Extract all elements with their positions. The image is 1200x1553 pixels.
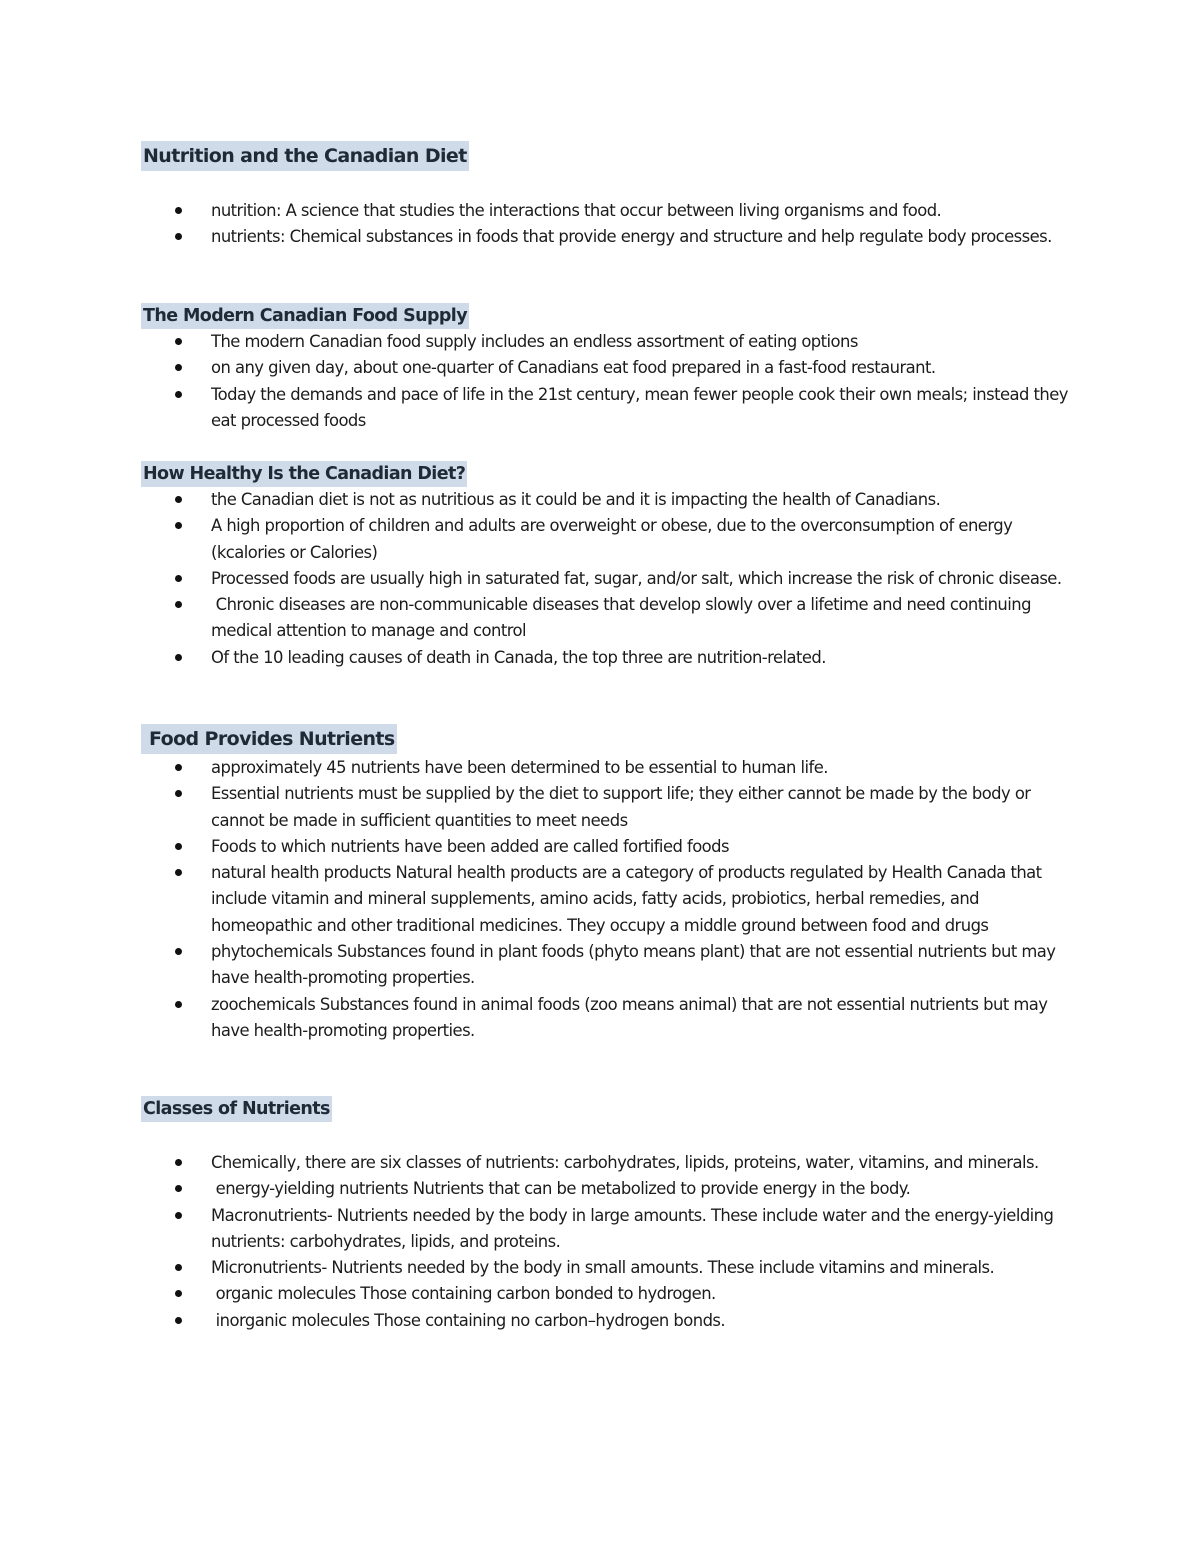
list-item-text: Today the demands and pace of life in the 21st century, mean fewer people cook their own meals; instead they eat processed foods	[211, 384, 1068, 430]
list-item	[172, 939, 1072, 992]
section-heading-how-healthy: How Healthy Is the Canadian Diet?	[141, 461, 467, 487]
list-item-text: natural health products Natural health products are a category of products regulated by Health Canada that include vitamin and mineral supplements, amino acids, fatty acids, probiotics, herbal remedies, and homeopathic and other traditional medicines. They occupy a middle ground between food and drugs	[211, 863, 1042, 935]
bullet-icon	[175, 338, 182, 345]
list-item-text: inorganic molecules Those containing no carbon–hydrogen bonds.	[211, 1310, 726, 1330]
section-heading-classes-of-nutrients: Classes of Nutrients	[141, 1096, 332, 1122]
bullet-list-classes	[172, 1150, 1072, 1334]
list-item	[172, 860, 1072, 939]
bullet-list-food-provides	[172, 755, 1072, 1044]
list-item	[172, 834, 1072, 860]
list-item-text: The modern Canadian food supply includes an endless assortment of eating options	[211, 332, 858, 351]
bullet-icon	[175, 843, 182, 850]
bullet-icon	[175, 207, 182, 214]
list-item-text: Macronutrients- Nutrients needed by the body in large amounts. These include water and the energy-yielding nutrients: carbohydrates, lipids, and proteins.	[211, 1205, 1054, 1251]
bullet-icon	[175, 1290, 182, 1297]
list-item-text: Essential nutrients must be supplied by the diet to support life; they either cannot be made by the body or cannot be made in sufficient quantities to meet needs	[211, 784, 1031, 830]
list-item-text: phytochemicals Substances found in plant foods (phyto means plant) that are not essential nutrients but may have health-promoting properties.	[211, 942, 1056, 988]
list-item	[172, 781, 1072, 834]
list-item	[172, 513, 1072, 566]
list-item-text: energy-yielding nutrients Nutrients that can be metabolized to provide energy in the body.	[211, 1179, 911, 1199]
section-heading-food-provides-nutrients: Food Provides Nutrients	[141, 724, 397, 754]
list-item	[172, 1150, 1072, 1176]
list-item	[172, 1308, 1072, 1334]
bullet-icon	[175, 1001, 182, 1008]
bullet-icon	[175, 869, 182, 876]
bullet-icon	[175, 1159, 182, 1166]
list-item	[172, 592, 1072, 645]
list-item	[172, 355, 1072, 381]
bullet-icon	[175, 391, 182, 398]
list-item-text: Processed foods are usually high in saturated fat, sugar, and/or salt, which increase the risk of chronic disease.	[211, 568, 1062, 588]
list-item-text: Foods to which nutrients have been added are called fortified foods	[211, 836, 730, 856]
list-item-text: A high proportion of children and adults are overweight or obese, due to the overconsumption of energy (kcalories or Calories)	[211, 516, 1013, 562]
list-item	[172, 224, 1072, 250]
list-item	[172, 566, 1072, 592]
bullet-icon	[175, 654, 182, 661]
list-item-text: Micronutrients- Nutrients needed by the body in small amounts. These include vitamins and minerals.	[211, 1258, 995, 1278]
list-item-text: zoochemicals Substances found in animal foods (zoo means animal) that are not essential nutrients but may have health-promoting properties.	[211, 994, 1048, 1040]
list-item	[172, 1176, 1072, 1202]
list-item	[172, 1255, 1072, 1281]
bullet-icon	[175, 1317, 182, 1324]
list-item-text: on any given day, about one-quarter of Canadians eat food prepared in a fast-food restaurant.	[211, 358, 936, 378]
bullet-icon	[175, 764, 182, 771]
list-item-text: approximately 45 nutrients have been determined to be essential to human life.	[211, 758, 828, 777]
bullet-icon	[175, 496, 182, 503]
section-heading-modern-food-supply: The Modern Canadian Food Supply	[141, 303, 469, 329]
bullet-icon	[175, 364, 182, 371]
bullet-icon	[175, 790, 182, 797]
bullet-icon	[175, 1212, 182, 1219]
bullet-icon	[175, 575, 182, 582]
list-item-text: Chemically, there are six classes of nutrients: carbohydrates, lipids, proteins, water, vitamins, and minerals.	[211, 1153, 1039, 1172]
list-item	[172, 755, 1072, 781]
section-heading-nutrition-canadian-diet: Nutrition and the Canadian Diet	[141, 141, 469, 171]
list-item	[172, 487, 1072, 513]
bullet-icon	[175, 522, 182, 529]
list-item-text: organic molecules Those containing carbon bonded to hydrogen.	[211, 1284, 716, 1304]
list-item-text: nutrients: Chemical substances in foods that provide energy and structure and help regulate body processes.	[211, 227, 1052, 247]
list-item-text: nutrition: A science that studies the interactions that occur between living organisms and food.	[211, 201, 942, 220]
bullet-icon	[175, 1185, 182, 1192]
list-item	[172, 1203, 1072, 1256]
bullet-icon	[175, 233, 182, 240]
bullet-list-food-supply	[172, 329, 1072, 434]
list-item	[172, 382, 1072, 435]
bullet-icon	[175, 1264, 182, 1271]
list-item-text: Chronic diseases are non-communicable diseases that develop slowly over a lifetime and need continuing medical attention to manage and control	[211, 595, 1036, 641]
list-item	[172, 1281, 1072, 1307]
bullet-list-how-healthy	[172, 487, 1072, 671]
bullet-icon	[175, 601, 182, 608]
list-item	[172, 645, 1072, 671]
list-item	[172, 198, 1072, 224]
list-item	[172, 329, 1072, 355]
list-item-text: Of the 10 leading causes of death in Canada, the top three are nutrition-related.	[211, 647, 826, 667]
list-item-text: the Canadian diet is not as nutritious as it could be and it is impacting the health of Canadians.	[211, 490, 941, 509]
bullet-icon	[175, 948, 182, 955]
list-item	[172, 992, 1072, 1045]
bullet-list-nutrition	[172, 198, 1072, 251]
